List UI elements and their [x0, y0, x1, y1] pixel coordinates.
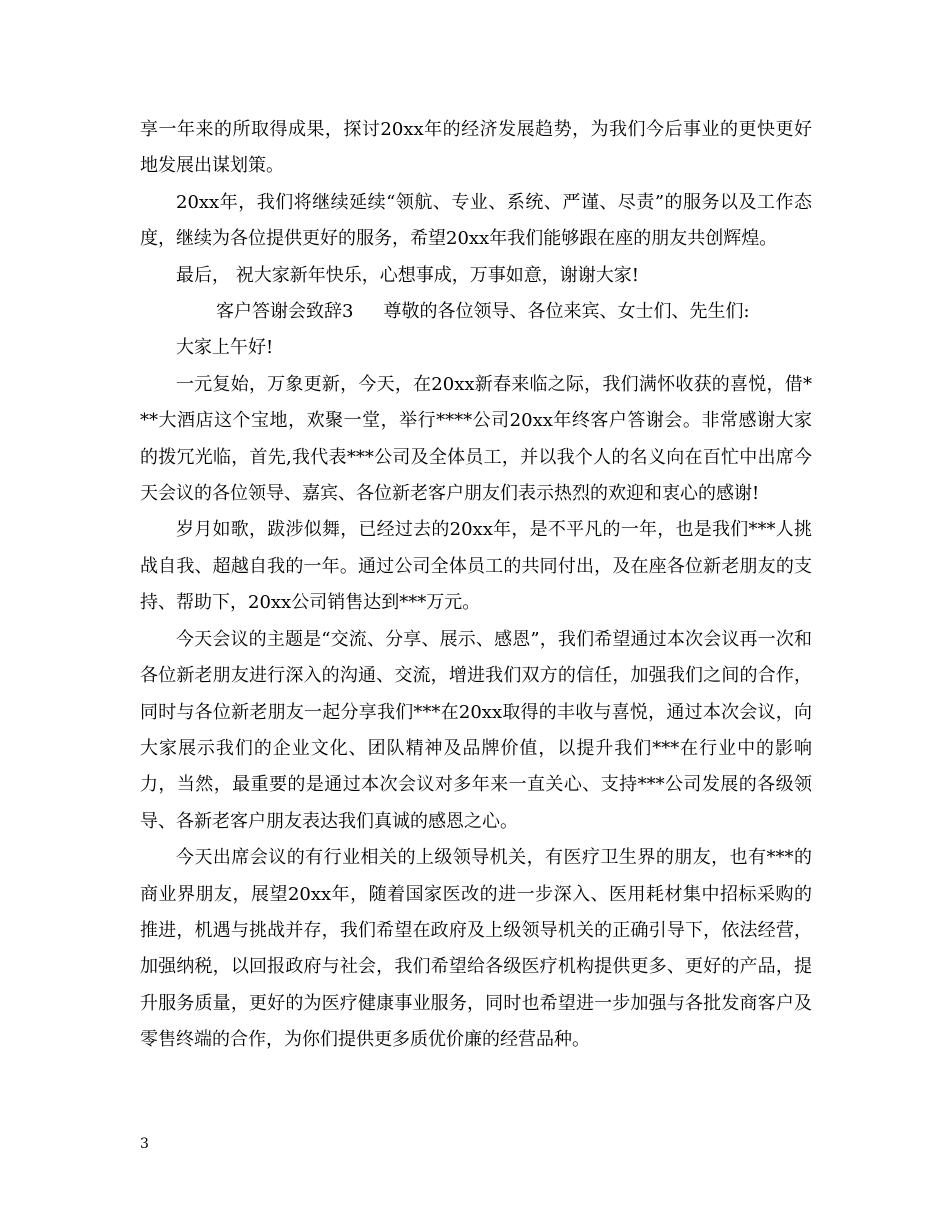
page-number: 3: [140, 1136, 149, 1152]
paragraph-welcome: 一元复始，万象更新，今天，在20xx新春来临之际，我们满怀收获的喜悦，借***大酒店这个宝地，欢聚一堂，举行****公司20xx年终客户答谢会。非常感谢大家的拨冗光临，首先,我代表***公司及全体员工，并以我个人的名义向在百忙中出席今天会议的各位领导、嘉宾、各位新老客户朋友们表示热烈的欢迎和衷心的感谢!: [140, 373, 812, 505]
paragraph-greeting: 大家上午好!: [176, 337, 274, 359]
paragraph-year-review: 岁月如歌，跋涉似舞，已经过去的20xx年，是不平凡的一年，也是我们***人挑战自我、超越自我的一年。通过公司全体员工的共同付出，及在座各位新老朋友的支持、帮助下，20xx公司销售达到***万元。: [140, 519, 812, 614]
speech-heading-line: [140, 294, 812, 330]
speech-title: 客户答谢会致辞3: [216, 301, 354, 323]
speech-salutation: 尊敬的各位领导、各位来宾、女士们、先生们:: [383, 301, 750, 323]
paragraph-outlook: 今天出席会议的有行业相关的上级领导机关，有医疗卫生界的朋友，也有***的商业界朋友，展望20xx年，随着国家医改的进一步深入、医用耗材集中招标采购的推进，机遇与挑战并存，我们希望在政府及上级领导机关的正确引导下，依法经营，加强纳税，以回报政府与社会，我们希望给各级医疗机构提供更多、更好的产品，提升服务质量，更好的为医疗健康事业服务，同时也希望进一步加强与各批发商客户及零售终端的合作，为你们提供更多质优价廉的经营品种。: [140, 847, 812, 1051]
paragraph-closing-wishes: 最后， 祝大家新年快乐，心想事成，万事如意，谢谢大家!: [176, 264, 639, 286]
paragraph-continuation: 享一年来的所取得成果，探讨20xx年的经济发展趋势，为我们今后事业的更快更好地发展出谋划策。: [140, 119, 812, 177]
document-body: [140, 112, 812, 1059]
paragraph-service-attitude: 20xx年，我们将继续延续“领航、专业、系统、严谨、尽责”的服务以及工作态度，继续为各位提供更好的服务，希望20xx年我们能够跟在座的朋友共创辉煌。: [140, 191, 812, 250]
paragraph-meeting-theme: 今天会议的主题是“交流、分享、展示、感恩”，我们希望通过本次会议再一次和各位新老朋友进行深入的沟通、交流，增进我们双方的信任，加强我们之间的合作，同时与各位新老朋友一起分享我们***在20xx取得的丰收与喜悦，通过本次会议，向大家展示我们的企业文化、团队精神及品牌价值，以提升我们***在行业中的影响力，当然，最重要的是通过本次会议对多年来一直关心、支持***公司发展的各级领导、各新老客户朋友表达我们真诚的感恩之心。: [140, 628, 812, 832]
